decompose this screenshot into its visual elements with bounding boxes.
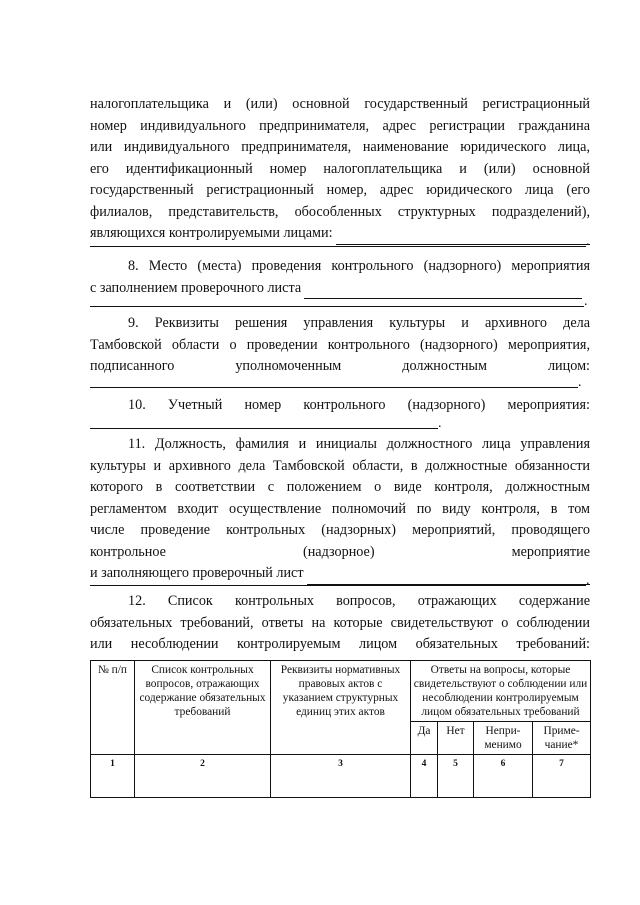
header-legal-acts: Реквизиты нормативных правовых актов с указанием структурных единиц этих актов xyxy=(271,661,411,755)
col-number-7[interactable]: 7 xyxy=(533,755,591,798)
p12-line-1: 12. Список контрольных вопросов, отражающих содержание xyxy=(128,593,590,609)
p11-period: . xyxy=(586,573,590,588)
p11-line-5: числе проведение контрольных (надзорных) мероприятий, проводящего xyxy=(90,522,590,538)
p8-blank-line[interactable] xyxy=(90,306,584,307)
p12-line-3: или несоблюдении контролируемым лицом обязательных требований: xyxy=(90,636,590,652)
header-answers: Ответы на вопросы, которые свидетельствуют о соблюдении или несоблюдении контролируемым лицом обязательных требований xyxy=(411,661,591,722)
table-header-row xyxy=(91,661,591,722)
p7-line-2: номер индивидуального предпринимателя, адрес регистрации гражданина xyxy=(90,117,590,134)
p11-line-1: 11. Должность, фамилия и инициалы должностного лица управления xyxy=(128,436,590,452)
header-yes: Да xyxy=(411,722,438,755)
p9-line-1: 9. Реквизиты решения управления культуры и архивного дела xyxy=(128,315,590,331)
p11-blank-line[interactable] xyxy=(90,585,586,586)
p7-line-6: филиалов, представительств, обособленных структурных подразделений), xyxy=(90,203,590,220)
p11-line-7 xyxy=(90,563,590,585)
checklist-table xyxy=(90,660,591,798)
p7-last-line xyxy=(90,223,590,245)
p10-period: . xyxy=(438,416,442,431)
table-row xyxy=(91,755,591,798)
p7-period: . xyxy=(586,234,590,249)
p8-line-2-text: с заполнением проверочного листа xyxy=(90,279,302,296)
col-number-4[interactable]: 4 xyxy=(411,755,438,798)
col-number-2[interactable]: 2 xyxy=(135,755,271,798)
p8-period: . xyxy=(584,294,588,309)
col-number-1[interactable]: 1 xyxy=(91,755,135,798)
p8-blank-field[interactable] xyxy=(304,284,582,299)
col-number-3[interactable]: 3 xyxy=(271,755,411,798)
header-number: № п/п xyxy=(91,661,135,755)
paragraph-12 xyxy=(90,591,590,656)
p10-blank-line[interactable] xyxy=(90,428,438,429)
p8-line-2 xyxy=(90,278,590,300)
p9-line-3: подписанного уполномоченным должностным лицом: xyxy=(90,358,590,374)
p8-line-1: 8. Место (места) проведения контрольного (надзорного) мероприятия xyxy=(128,258,590,274)
p9-line-2: Тамбовской области о проведении контрольного (надзорного) мероприятия, xyxy=(90,336,590,353)
p7-blank-line[interactable] xyxy=(90,246,586,247)
header-not-applicable: Непри-менимо xyxy=(474,722,533,755)
p9-period: . xyxy=(578,375,582,390)
p12-line-2: обязательных требований, ответы на которые свидетельствуют о соблюдении xyxy=(90,614,590,631)
p11-line-3: которого в соответствии с положением о виде контроля, должностным xyxy=(90,479,590,495)
p11-blank-field[interactable] xyxy=(307,570,590,585)
col-number-6[interactable]: 6 xyxy=(474,755,533,798)
p11-line-2: культуры и архивного дела Тамбовской области, в должностные обязанности xyxy=(90,457,590,474)
p7-line-4: его идентификационный номер налогоплательщика и (или) основной xyxy=(90,160,590,177)
p10-line-1: 10. Учетный номер контрольного (надзорного) мероприятия: xyxy=(128,397,590,413)
p7-line-3: или индивидуального предпринимателя, наименование юридического лица, xyxy=(90,139,590,155)
p7-line-1: налогоплательщика и (или) основной государственный регистрационный xyxy=(90,96,590,112)
paragraph-9 xyxy=(90,313,590,378)
header-note: Приме-чание* xyxy=(533,722,591,755)
p11-line-4: регламентом входит осуществление полномочий по виду контроля, в том xyxy=(90,500,590,517)
paragraph-10 xyxy=(90,395,590,417)
p11-line-6: контрольное (надзорное) мероприятие xyxy=(90,543,590,560)
p7-blank-field[interactable] xyxy=(336,230,590,245)
p7-last-text: являющихся контролируемыми лицами: xyxy=(90,225,333,241)
paragraph-8 xyxy=(90,256,590,299)
paragraph-11 xyxy=(90,434,590,585)
header-question-list: Список контрольных вопросов, отражающих содержание обязательных требований xyxy=(135,661,271,755)
header-no: Нет xyxy=(438,722,474,755)
p7-line-5: государственный регистрационный номер, адрес юридического лица (его xyxy=(90,182,590,198)
p9-blank-line[interactable] xyxy=(90,387,578,388)
p11-line-7-text: и заполняющего проверочный лист xyxy=(90,565,304,581)
col-number-5[interactable]: 5 xyxy=(438,755,474,798)
paragraph-7 xyxy=(90,94,590,245)
